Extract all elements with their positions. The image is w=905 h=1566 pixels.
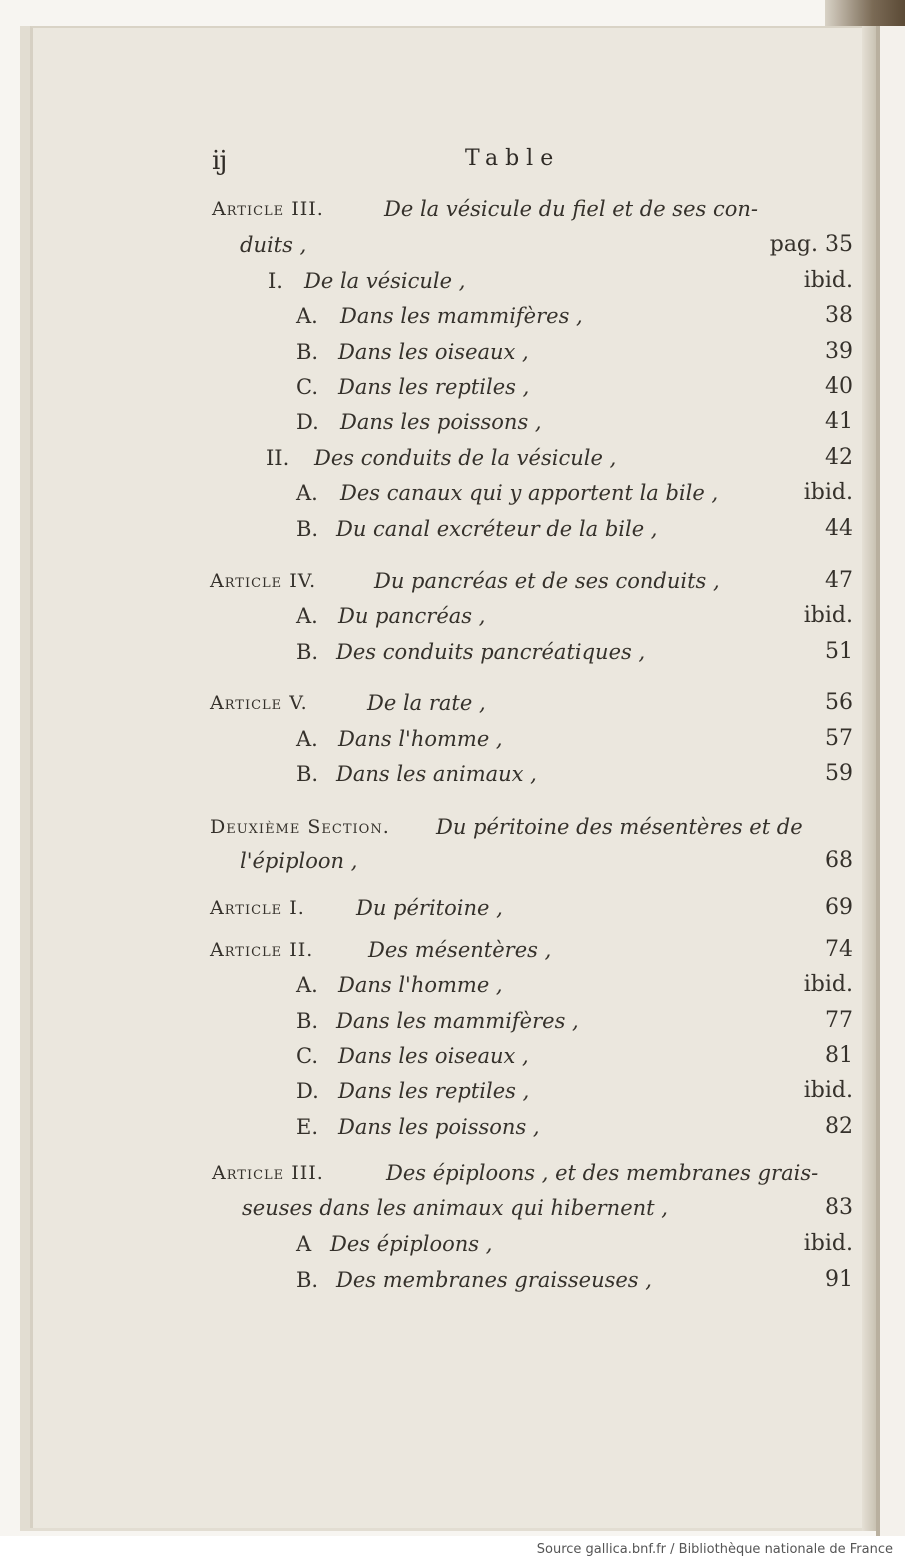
source-credit: Source gallica.bnf.fr / Bibliothèque nationale de France (536, 1542, 893, 1557)
toc-entry-label: A. (296, 604, 318, 628)
running-title: Table (465, 146, 561, 171)
toc-entry (0, 1263, 905, 1297)
toc-entry-page: 41 (825, 409, 853, 434)
toc-entry (0, 810, 905, 844)
toc-entry-page: 56 (825, 690, 853, 715)
toc-entry-title: Dans l'homme , (338, 727, 503, 751)
toc-entry (0, 192, 905, 226)
page-folio: ij (212, 146, 227, 176)
toc-entry-label: I. (268, 269, 283, 293)
toc-entry-label: C. (296, 375, 318, 399)
toc-entry (0, 1191, 905, 1225)
toc-entry-label: A. (296, 481, 318, 505)
toc-entry-label: Article III. (212, 198, 324, 220)
toc-entry-title: Dans les poissons , (340, 410, 542, 434)
source-footer (0, 1536, 905, 1566)
toc-entry (0, 757, 905, 791)
toc-entry-page: 59 (825, 761, 853, 786)
toc-entry-page: 38 (825, 303, 853, 328)
toc-entry-title: Dans les animaux , (336, 762, 537, 786)
toc-entry (0, 1004, 905, 1038)
toc-entry-page: 44 (825, 516, 853, 541)
toc-entry-label: B. (296, 762, 319, 786)
toc-entry-label: B. (296, 640, 319, 664)
toc-entry-page: 39 (825, 339, 853, 364)
toc-entry (0, 441, 905, 475)
toc-entry-title: Du péritoine , (356, 896, 503, 920)
toc-entry-page: 40 (825, 374, 853, 399)
toc-entry (0, 1074, 905, 1108)
toc-entry-page: 77 (825, 1008, 853, 1033)
toc-entry-title: Dans l'homme , (338, 973, 503, 997)
toc-entry (0, 370, 905, 404)
toc-entry-label: B. (296, 1009, 319, 1033)
toc-entry (0, 564, 905, 598)
toc-entry (0, 968, 905, 1002)
toc-entry-page: 68 (825, 848, 853, 873)
toc-entry-title: Des épiploons , et des membranes grais- (386, 1161, 819, 1185)
toc-entry-title: Dans les poissons , (338, 1115, 540, 1139)
toc-entry-page: ibid. (803, 972, 853, 997)
toc-entry (0, 891, 905, 925)
toc-entry-label: A. (296, 973, 318, 997)
toc-entry (0, 299, 905, 333)
toc-entry-title: duits , (240, 233, 307, 257)
toc-entry-label: C. (296, 1044, 318, 1068)
book-cover-corner (825, 0, 905, 26)
toc-entry-label: A. (296, 727, 318, 751)
toc-entry-page: 47 (825, 568, 853, 593)
toc-entry-title: Des conduits de la vésicule , (314, 446, 617, 470)
toc-entry-title: Du péritoine des mésentères et de (436, 815, 803, 839)
toc-entry-page: ibid. (803, 603, 853, 628)
toc-entry-page: ibid. (803, 1231, 853, 1256)
toc-entry-title: De la vésicule du fiel et de ses con- (384, 197, 758, 221)
toc-entry-page: 82 (825, 1114, 853, 1139)
toc-entry-label: A. (296, 304, 318, 328)
toc-entry-title: Des mésentères , (368, 938, 552, 962)
toc-entry (0, 599, 905, 633)
toc-entry-label: A (296, 1232, 312, 1256)
toc-entry (0, 264, 905, 298)
toc-entry-title: Du pancréas , (338, 604, 486, 628)
toc-entry-label: Article I. (210, 897, 305, 919)
toc-entry-label: B. (296, 517, 319, 541)
toc-entry (0, 1227, 905, 1261)
toc-entry-label: E. (296, 1115, 319, 1139)
toc-entry-page: 57 (825, 726, 853, 751)
toc-entry (0, 686, 905, 720)
toc-entry-label: II. (266, 446, 290, 470)
toc-entry-label: Deuxième Section. (210, 816, 390, 838)
toc-entry-page: 91 (825, 1267, 853, 1292)
toc-entry-title: Des canaux qui y apportent la bile , (340, 481, 719, 505)
toc-entry-page: pag. 35 (769, 232, 853, 257)
toc-entry-page: 81 (825, 1043, 853, 1068)
toc-entry-page: ibid. (803, 268, 853, 293)
toc-entry (0, 335, 905, 369)
toc-entry-title: Dans les reptiles , (338, 375, 530, 399)
toc-entry (0, 1039, 905, 1073)
toc-entry-title: De la vésicule , (304, 269, 466, 293)
toc-entry-page: 42 (825, 445, 853, 470)
toc-entry-title: Des épiploons , (330, 1232, 493, 1256)
toc-entry-title: Dans les reptiles , (338, 1079, 530, 1103)
toc-entry-title: Dans les mammifères , (336, 1009, 579, 1033)
toc-entry-title: De la rate , (367, 691, 486, 715)
toc-entry-title: Des membranes graisseuses , (336, 1268, 652, 1292)
toc-entry (0, 512, 905, 546)
toc-entry-title: Du pancréas et de ses conduits , (374, 569, 720, 593)
toc-entry-label: Article IV. (210, 570, 317, 592)
toc-entry-label: Article III. (212, 1162, 324, 1184)
toc-entry (0, 405, 905, 439)
toc-entry-title: Des conduits pancréatiques , (336, 640, 646, 664)
toc-entry (0, 635, 905, 669)
toc-entry-title: seuses dans les animaux qui hibernent , (242, 1196, 668, 1220)
toc-entry-page: ibid. (803, 480, 853, 505)
toc-entry (0, 1110, 905, 1144)
toc-entry-label: Article II. (210, 939, 314, 961)
toc-entry-title: Dans les oiseaux , (338, 1044, 529, 1068)
toc-entry-title: Dans les oiseaux , (338, 340, 529, 364)
toc-entry (0, 228, 905, 262)
toc-entry (0, 1156, 905, 1190)
toc-entry-page: 74 (825, 937, 853, 962)
toc-entry-label: Article V. (210, 692, 308, 714)
toc-entry-label: B. (296, 340, 319, 364)
toc-entry-title: l'épiploon , (240, 849, 358, 873)
toc-entry-page: 69 (825, 895, 853, 920)
toc-entry (0, 933, 905, 967)
toc-entry (0, 722, 905, 756)
toc-entry-page: 83 (825, 1195, 853, 1220)
toc-entry (0, 844, 905, 878)
toc-entry (0, 476, 905, 510)
toc-entry-title: Dans les mammifères , (340, 304, 583, 328)
toc-entry-label: D. (296, 1079, 319, 1103)
toc-entry-title: Du canal excréteur de la bile , (336, 517, 658, 541)
toc-entry-page: ibid. (803, 1078, 853, 1103)
toc-entry-label: B. (296, 1268, 319, 1292)
running-header (0, 146, 905, 186)
toc-entry-page: 51 (825, 639, 853, 664)
toc-entry-label: D. (296, 410, 319, 434)
